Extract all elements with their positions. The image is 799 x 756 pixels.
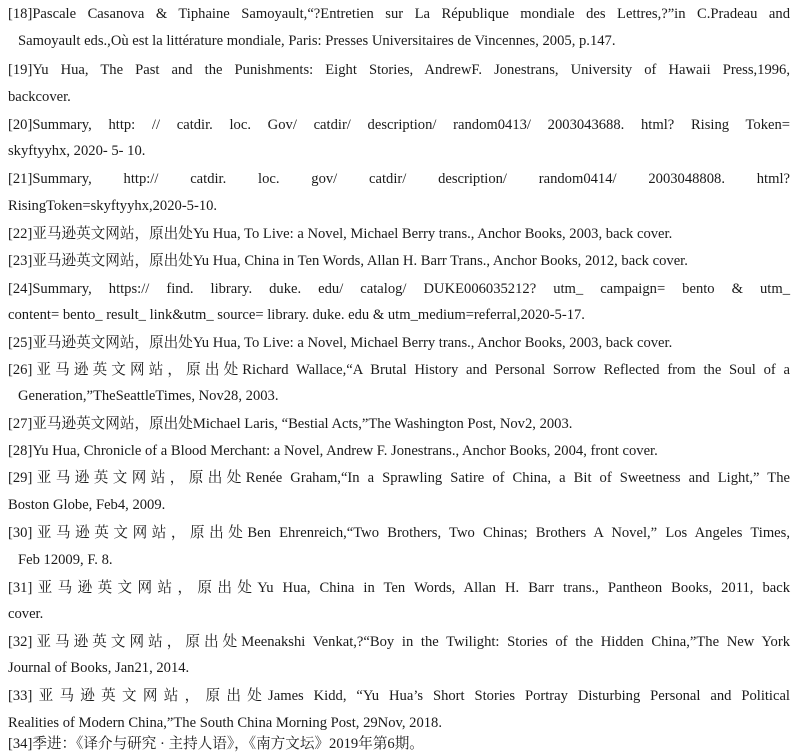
reference-18-line-1: [18]Pascale Casanova & Tiphaine Samoyault,“?Entretien sur La République mondiale des Lettres,?”in C.Pradeau and <box>8 6 790 22</box>
reference-19-line-2: backcover. <box>8 89 71 105</box>
reference-23: [23]亚马逊英文网站，原出处Yu Hua, China in Ten Words, Allan H. Barr Trans., Anchor Books, 2012, back cover. <box>8 253 688 269</box>
reference-31-line-1: [31]亚马逊英文网站，原出处Yu Hua, China in Ten Words, Allan H. Barr trans., Pantheon Books, 2011, back <box>8 580 790 596</box>
reference-24-line-2: content= bento_ result_ link&utm_ source= library. duke. edu & utm_medium=referral,2020-5-17. <box>8 307 585 323</box>
reference-20-line-1: [20]Summary, http: // catdir. loc. Gov/ catdir/ description/ random0413/ 2003043688. html? Rising Token= <box>8 117 790 133</box>
reference-21-line-2: RisingToken=skyftyyhx,2020-5-10. <box>8 198 218 214</box>
reference-20-line-2: skyftyyhx, 2020- 5- 10. <box>8 143 146 159</box>
reference-26-line-2: Generation,”TheSeattleTimes, Nov28, 2003. <box>18 388 279 404</box>
reference-32-line-2: Journal of Books, Jan21, 2014. <box>8 660 190 676</box>
reference-28: [28]Yu Hua, Chronicle of a Blood Merchant: a Novel, Andrew F. Jonestrans., Anchor Books, 2004, front cover. <box>8 443 658 459</box>
reference-27: [27]亚马逊英文网站，原出处Michael Laris, “Bestial Acts,”The Washington Post, Nov2, 2003. <box>8 416 573 432</box>
reference-18-line-2: Samoyault eds.,Où est la littérature mondiale, Paris: Presses Universitaires de Vincennes, 2005, p.147. <box>18 33 616 49</box>
reference-22: [22]亚马逊英文网站，原出处Yu Hua, To Live: a Novel, Michael Berry trans., Anchor Books, 2003, back cover. <box>8 226 673 242</box>
reference-21-line-1: [21]Summary, http:// catdir. loc. gov/ catdir/ description/ random0414/ 2003048808. html? <box>8 171 790 187</box>
reference-33-line-2: Realities of Modern China,”The South China Morning Post, 29Nov, 2018. <box>8 715 442 731</box>
reference-30-line-1: [30]亚马逊英文网站，原出处Ben Ehrenreich,“Two Brothers, Two Chinas; Brothers A Novel,” Los Angeles Times, <box>8 525 790 541</box>
reference-31-line-2: cover. <box>8 606 44 622</box>
reference-34: [34]季进：《译介与研究 · 主持人语》，《南方文坛》2019年第6期。 <box>8 736 424 752</box>
reference-30-line-2: Feb 12009, F. 8. <box>18 552 113 568</box>
reference-33-line-1: [33]亚马逊英文网站，原出处James Kidd, “Yu Hua’s Short Stories Portray Disturbing Personal and Political <box>8 688 790 704</box>
reference-19-line-1: [19]Yu Hua, The Past and the Punishments: Eight Stories, AndrewF. Jonestrans, University of Hawaii Press,1996, <box>8 62 790 78</box>
reference-32-line-1: [32]亚马逊英文网站，原出处Meenakshi Venkat,?“Boy in the Twilight: Stories of the Hidden China,”The New York <box>8 634 790 650</box>
reference-26-line-1: [26]亚马逊英文网站，原出处Richard Wallace,“A Brutal History and Personal Sorrow Reflected from the Soul of a <box>8 362 790 378</box>
reference-29-line-1: [29]亚马逊英文网站，原出处Renée Graham,“In a Sprawling Satire of China, a Bit of Sweetness and Light,” The <box>8 470 790 486</box>
reference-24-line-1: [24]Summary, https:// find. library. duke. edu/ catalog/ DUKE006035212? utm_ campaign= bento & utm_ <box>8 281 790 297</box>
reference-25: [25]亚马逊英文网站，原出处Yu Hua, To Live: a Novel, Michael Berry trans., Anchor Books, 2003, back cover. <box>8 335 673 351</box>
reference-29-line-2: Boston Globe, Feb4, 2009. <box>8 497 166 513</box>
